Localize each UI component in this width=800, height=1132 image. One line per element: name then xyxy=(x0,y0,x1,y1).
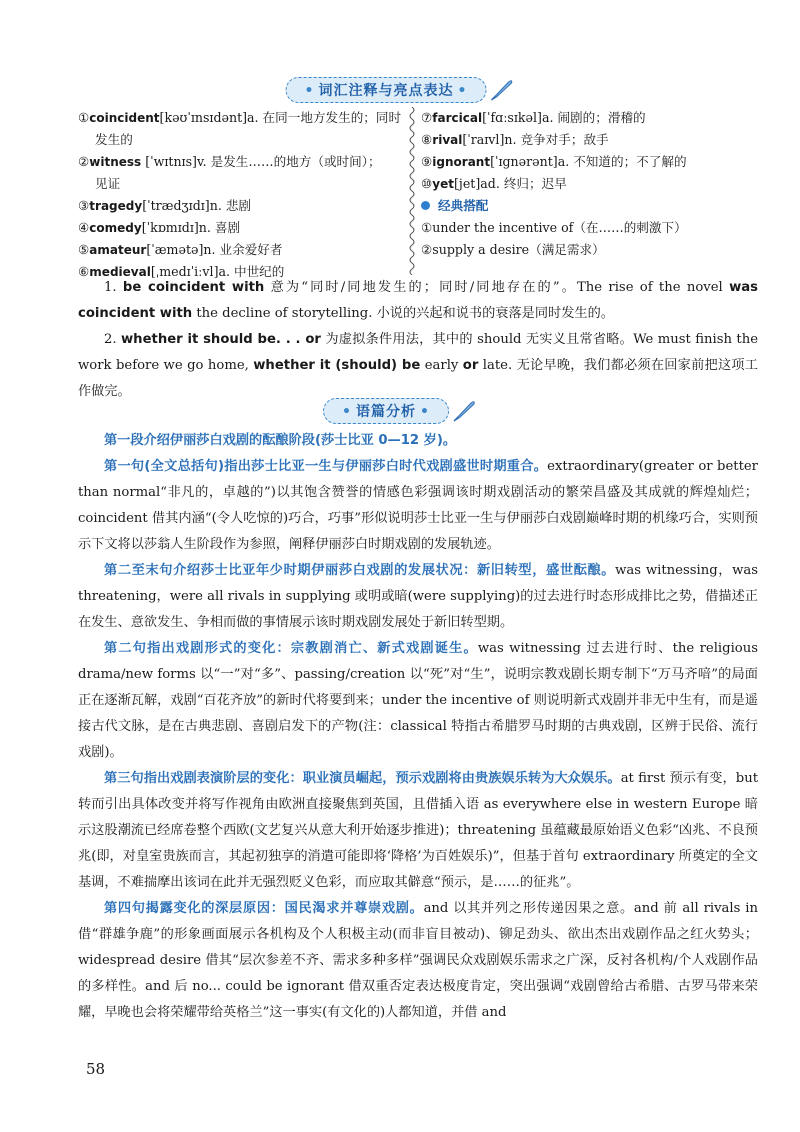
quill-icon xyxy=(451,398,477,424)
analysis-paragraph: 第二句指出戏剧形式的变化：宗教剧消亡、新式戏剧诞生。was witnessing 过去进行时、the religious drama/new forms 以“一”对“多”、passing/creation 以“死”对“生”，说明宗教戏剧长期专制下“万马齐喑”的局面正在逐渐瓦解，戏剧“百花齐放”的新时代将要到来；under the incentive of 则说明新式戏剧并非无中生有，而是遥接古代文脉，是在古典悲剧、喜剧启发下的产物(注：classical 特指古希腊罗马时期的古典戏剧，区辨于民俗、流行戏剧)。 xyxy=(78,641,758,760)
analysis-paragraph: 第三句指出戏剧表演阶层的变化：职业演员崛起，预示戏剧将由贵族娱乐转为大众娱乐。at first 预示有变，but 转而引出具体改变并将写作视角由欧洲直接聚焦到英国，且借插入语 as everywhere else in western Europe 暗示这股潮流已经席卷整个西欧(文艺复兴从意大利开始逐步推进)；threatening 虽蕴藏最原始语义色彩“凶兆、不良预兆(即，对皇室贵族而言，其起初独享的消遣可能即将‘降格’为百姓娱乐)”，但基于首句 extraordinary 所奠定的全文基调，不难揣摩出该词在此并无强烈贬义色彩，而应取其僻意“预示，是……的征兆”。 xyxy=(78,771,758,890)
vocab-item: ⑦farcical[ˈfɑːsɪkəl]a. 闹剧的；滑稽的 xyxy=(421,110,646,125)
analysis-paragraph: 第四句揭露变化的深层原因：国民渴求并尊崇戏剧。and 以其并列之形传递因果之意。and 前 all rivals in 借“群雄争鹿”的形象画面展示各机构及个人积极主动(而非盲目被动)、铆足劲头、欲出杰出戏剧作品之红火势头；widespread desire 借其“层次参差不齐、需求多种多样”强调民众戏剧娱乐需求之广深，反衬各机构/个人戏剧作品的多样性。and 后 no... could be ignorant 借双重否定表达极度肯定，突出强调“戏剧曾给古希腊、古罗马带来荣耀，早晚也会将荣耀带给英格兰”这一事实(有文化的)人都知道，并借 and xyxy=(78,901,758,1020)
vocab-item: ③tragedy[ˈtrædʒɪdɪ]n. 悲剧 xyxy=(78,198,252,213)
analysis-banner-title: 语篇分析 xyxy=(356,404,416,420)
analysis-section xyxy=(78,428,758,1026)
analysis-banner-pill xyxy=(323,398,449,424)
vocab-item: ①coincident[kəʊˈɪnsɪdənt]a. 在同一地方发生的；同时 xyxy=(78,110,402,125)
collocation-item: ①under the incentive of（在……的刺激下） xyxy=(421,220,687,235)
vocab-banner-title: 词汇注释与亮点表达 xyxy=(318,83,454,99)
notes-section xyxy=(78,275,758,405)
vocab-item: ⑨ignorant[ˈɪgnərənt]a. 不知道的；不了解的 xyxy=(421,154,687,169)
spiral-divider xyxy=(408,107,416,275)
quill-icon xyxy=(488,77,514,103)
vocab-item: ②witness [ˈwɪtnɪs]v. 是发生……的地方（或时间）； xyxy=(78,154,381,169)
vocab-item: ⑧rival[ˈraɪvl]n. 竞争对手；敌手 xyxy=(421,132,609,147)
analysis-paragraph: 第二至末句介绍莎士比亚年少时期伊丽莎白戏剧的发展状况：新旧转型，盛世酝酿。was witnessing，was threatening，were all rivals in supplying 或明或暗(were supplying)的过去进行时态形成排比之势，借描述正在发生、意欲发生、争相而做的事情展示该时期戏剧发展处于新旧转型期。 xyxy=(78,563,758,630)
banner-dot: • xyxy=(457,83,468,99)
vocab-item: ⑩yet[jet]ad. 终归；迟早 xyxy=(421,176,567,191)
page-number: 58 xyxy=(86,1060,106,1078)
vocab-item-cont: 发生的 xyxy=(95,132,133,147)
note-2: 2. whether it should be. . . or 为虚拟条件用法，其中的 should 无实义且常省略。We must finish the work before we go home, whether it (should) be early or late. 无论早晚，我们都必须在回家前把这项工作做完。 xyxy=(78,332,758,399)
analysis-paragraph: 第一句(全文总括句)指出莎士比亚一生与伊丽莎白时代戏剧盛世时期重合。extraordinary(greater or better than normal“非凡的，卓越的”)以其饱含赞誉的情感色彩强调该时期戏剧活动的繁荣昌盛及其成就的辉煌灿烂；coincident 借其内涵“(令人吃惊的)巧合，巧事”形似说明莎士比亚一生与伊丽莎白戏剧巅峰时期的机缘巧合，实则预示下文将以莎翁人生阶段作为参照，阐释伊丽莎白时期戏剧的发展轨迹。 xyxy=(78,459,758,552)
vocab-banner-pill xyxy=(286,77,487,103)
bullet-icon xyxy=(421,201,430,210)
vocab-left-column xyxy=(78,107,403,283)
collocations-title: 经典搭配 xyxy=(421,195,761,217)
vocab-section xyxy=(78,107,758,279)
vocab-banner xyxy=(286,77,515,103)
analysis-para-heading: 第一段介绍伊丽莎白戏剧的酝酿阶段(莎士比亚 0—12 岁)。 xyxy=(104,433,457,448)
collocation-item: ②supply a desire（满足需求） xyxy=(421,242,605,257)
analysis-banner xyxy=(323,398,477,424)
vocab-right-column xyxy=(421,107,761,261)
banner-dot: • xyxy=(304,83,315,99)
vocab-item-cont: 见证 xyxy=(95,176,121,191)
vocab-item: ④comedy[ˈkɒmɪdɪ]n. 喜剧 xyxy=(78,220,241,235)
banner-dot: • xyxy=(342,404,352,420)
vocab-item: ⑥medieval[ˌmedɪˈiːvl]a. 中世纪的 xyxy=(78,264,285,279)
vocab-item: ⑤amateur[ˈæmətə]n. 业余爱好者 xyxy=(78,242,283,257)
banner-dot: • xyxy=(420,404,430,420)
note-1: 1. be coincident with 意为“同时/同地发生的；同时/同地存在的”。The rise of the novel was coincident with the decline of storytelling. 小说的兴起和说书的衰落是同时发生的。 xyxy=(78,280,758,321)
